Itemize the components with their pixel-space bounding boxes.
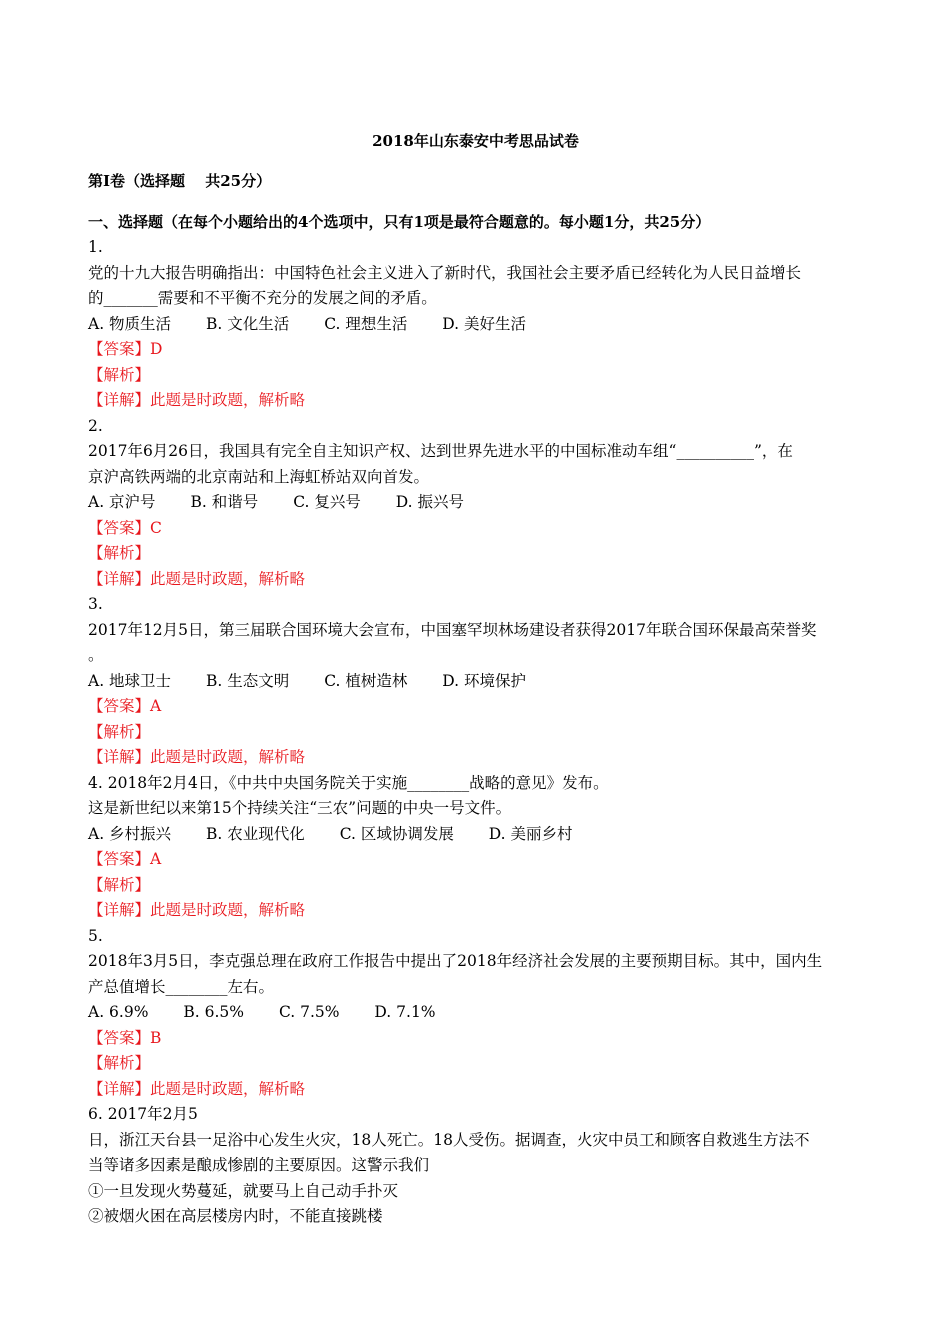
page-title: 2018年山东泰安中考思品试卷 bbox=[372, 132, 579, 150]
answer-line: 【答案】C bbox=[88, 518, 162, 537]
option-b: B. 6.5% bbox=[183, 1003, 244, 1021]
option-d: D. 7.1% bbox=[374, 1003, 436, 1021]
question-text: 党的十九大报告明确指出：中国特色社会主义进入了新时代，我国社会主要矛盾已经转化为人民日益增长 bbox=[88, 263, 802, 282]
option-b: B. 生态文明 bbox=[206, 671, 290, 690]
analysis-line: 【解析】 bbox=[88, 875, 151, 894]
section-heading: 一、选择题（在每个小题给出的4个选项中，只有1项是最符合题意的。每小题1分，共25分） bbox=[88, 213, 711, 231]
option-d: D. 美好生活 bbox=[442, 314, 527, 333]
options-row bbox=[88, 490, 863, 516]
option-c: C. 理想生活 bbox=[324, 314, 408, 333]
option-c: C. 7.5% bbox=[278, 1003, 340, 1021]
question-3 bbox=[88, 592, 863, 771]
options-row bbox=[88, 822, 863, 848]
analysis-line: 【解析】 bbox=[88, 1054, 151, 1072]
analysis-line: 【解析】 bbox=[88, 365, 151, 384]
answer-line: 【答案】A bbox=[88, 850, 162, 868]
options-row bbox=[88, 312, 863, 338]
question-number: 3. bbox=[88, 595, 103, 613]
option-b: B. 文化生活 bbox=[206, 314, 290, 333]
question-text: 这是新世纪以来第15个持续关注“三农”问题的中央一号文件。 bbox=[88, 799, 512, 817]
question-text: 当等诸多因素是酿成惨剧的主要原因。这警示我们 bbox=[88, 1156, 430, 1174]
detail-line: 【详解】此题是时政题，解析略 bbox=[88, 391, 306, 409]
question-text: 的_______需要和不平衡不充分的发展之间的矛盾。 bbox=[88, 289, 437, 307]
detail-line: 【详解】此题是时政题，解析略 bbox=[88, 569, 306, 588]
option-b: B. 和谐号 bbox=[190, 493, 259, 511]
option-b: B. 农业现代化 bbox=[206, 824, 305, 843]
option-a: A. 地球卫士 bbox=[88, 671, 172, 690]
option-c: C. 区域协调发展 bbox=[339, 824, 454, 843]
question-text: 日，浙江天台县一足浴中心发生火灾，18人死亡。18人受伤。据调查，火灾中员工和顾客自救逃生方法不 bbox=[88, 1130, 810, 1149]
option-c: C. 复兴号 bbox=[293, 493, 361, 511]
question-5 bbox=[88, 924, 863, 1103]
option-d: D. 美丽乡村 bbox=[488, 824, 573, 843]
detail-line: 【详解】此题是时政题，解析略 bbox=[88, 901, 306, 919]
question-text: 2018年3月5日，李克强总理在政府工作报告中提出了2018年经济社会发展的主要预期目标。其中，国内生 bbox=[88, 952, 823, 970]
option-d: D. 振兴号 bbox=[395, 493, 465, 511]
detail-line: 【详解】此题是时政题，解析略 bbox=[88, 1079, 306, 1098]
options-row bbox=[88, 669, 863, 695]
option-a: A. 物质生活 bbox=[88, 314, 172, 333]
answer-line: 【答案】A bbox=[88, 697, 162, 715]
question-1 bbox=[88, 235, 863, 414]
question-number: 1. bbox=[88, 238, 103, 256]
question-text: 2017年12月5日，第三届联合国环境大会宣布，中国塞罕坝林场建设者获得2017年联合国环保最高荣誉奖 bbox=[88, 620, 817, 639]
option-c: C. 植树造林 bbox=[324, 671, 408, 690]
part-heading: 第I卷（选择题 共25分） bbox=[88, 172, 272, 190]
detail-line: 【详解】此题是时政题，解析略 bbox=[88, 748, 306, 766]
answer-line: 【答案】B bbox=[88, 1028, 162, 1047]
analysis-line: 【解析】 bbox=[88, 722, 151, 741]
option-a: A. 京沪号 bbox=[88, 493, 156, 511]
question-number: 2. bbox=[88, 416, 103, 435]
question-text: 京沪高铁两端的北京南站和上海虹桥站双向首发。 bbox=[88, 467, 430, 486]
statement-item: ②被烟火困在高层楼房内时，不能直接跳楼 bbox=[88, 1207, 383, 1225]
question-text: 6. 2017年2月5 bbox=[88, 1105, 198, 1123]
question-6 bbox=[88, 1102, 863, 1230]
question-text: 4. 2018年2月4日，《中共中央国务院关于实施________战略的意见》发布。 bbox=[88, 773, 609, 792]
question-number: 5. bbox=[88, 926, 103, 945]
question-text: 。 bbox=[88, 646, 104, 664]
analysis-line: 【解析】 bbox=[88, 544, 151, 562]
options-row bbox=[88, 1000, 863, 1026]
statement-item: ①一旦发现火势蔓延，就要马上自己动手扑灭 bbox=[88, 1181, 399, 1200]
question-text: 产总值增长________左右。 bbox=[88, 977, 275, 996]
question-4 bbox=[88, 771, 863, 924]
option-d: D. 环境保护 bbox=[442, 671, 527, 690]
option-a: A. 6.9% bbox=[88, 1003, 149, 1021]
question-text: 2017年6月26日，我国具有完全自主知识产权、达到世界先进水平的中国标准动车组“__________”，在 bbox=[88, 442, 793, 460]
exam-page bbox=[88, 128, 863, 1230]
answer-line: 【答案】D bbox=[88, 340, 163, 358]
question-2 bbox=[88, 414, 863, 593]
option-a: A. 乡村振兴 bbox=[88, 824, 172, 843]
